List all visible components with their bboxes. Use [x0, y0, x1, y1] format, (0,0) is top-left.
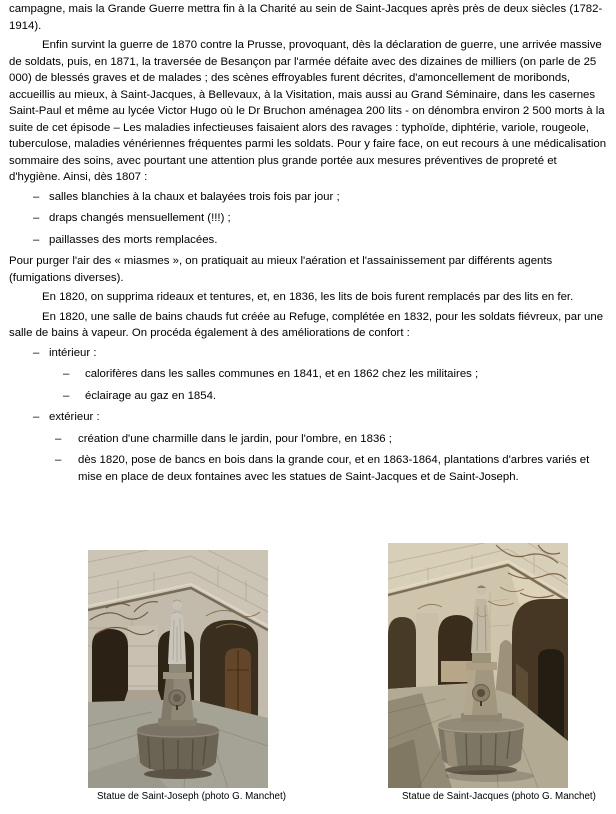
caption-saint-joseph: Statue de Saint-Joseph (photo G. Manchet) [97, 791, 286, 802]
list-item-bancs-fontaines [9, 452, 608, 485]
bullet-dash: – [55, 454, 62, 466]
caption-saint-jacques: Statue de Saint-Jacques (photo G. Manchet) [402, 791, 596, 802]
paragraph-grande-guerre: campagne, mais la Grande Guerre mettra fin à la Charité au sein de Saint-Jacques après près de deux siècles (1782-1914). [9, 3, 603, 32]
statue-saint-jacques-photo [388, 543, 568, 788]
list-item-eclairage [9, 388, 608, 405]
list-item-text: draps changés mensuellement (!!!) ; [49, 212, 231, 224]
figure-saint-joseph [88, 550, 268, 788]
bullet-dash: – [33, 212, 40, 224]
list-item-text: création d'une charmille dans le jardin, pour l'ombre, en 1836 ; [78, 432, 392, 445]
figure-saint-jacques [388, 543, 568, 788]
list-item-text: éclairage au gaz en 1854. [85, 389, 217, 402]
paragraph-salle-de-bains: En 1820, une salle de bains chauds fut créée au Refuge, complétée en 1832, pour les soldats fiévreux, par une salle de bains à vapeur. On procéda également à des améliorations de confort : [9, 310, 604, 339]
list-item-text: extérieur : [49, 411, 100, 423]
bullet-dash: – [63, 368, 70, 380]
list-item-text: calorifères dans les salles communes en 1841, et en 1862 chez les militaires ; [85, 368, 479, 380]
list-item-exterieur [9, 409, 608, 426]
list-item-paillasses [9, 232, 608, 249]
paragraph-miasmes: Pour purger l'air des « miasmes », on pratiquait au mieux l'aération et l'assainissement par différents agents (fumigations diverses). [9, 255, 553, 284]
statue-saint-joseph-photo [88, 550, 268, 788]
list-item-charmille [9, 431, 608, 448]
list-item-text: salles blanchies à la chaux et balayées trois fois par jour ; [49, 190, 340, 203]
list-item-caloriferes [9, 366, 608, 383]
bullet-dash: – [55, 432, 62, 445]
bullet-dash: – [33, 346, 40, 359]
list-item-text: intérieur : [49, 346, 97, 359]
paragraph-rideaux: En 1820, on supprima rideaux et tentures, et, en 1836, les lits de bois furent remplacés par des lits en fer. [42, 291, 574, 303]
bullet-dash: – [63, 389, 70, 402]
list-item-draps [9, 210, 608, 227]
bullet-dash: – [33, 411, 40, 423]
list-item-text: paillasses des morts remplacées. [49, 233, 218, 246]
list-item-salles [9, 189, 608, 206]
bullet-dash: – [33, 190, 40, 203]
paragraph-guerre-1870: Enfin survint la guerre de 1870 contre la Prusse, provoquant, dès la déclaration de guerre, une arrivée massive de soldats, puis, en 1871, la traversée de Besançon par l'armée défaite avec des dizaines de milliers (on parle de 25 000) de blessés graves et de malades ; des scènes effroyables furent décrites, d'amoncellement de moribonds, accueillis au mieux, à Saint-Jacques, à Bellevaux, à la Visitation, mais aussi au Grand Séminaire, dans les casernes Saint-Paul et même au lycée Victor Hugo où le Dr Bruchon aménagea 200 lits - on dénombra environ 2 500 morts à la suite de cet épisode – Les maladies infectieuses faisaient alors des ravages : typhoïde, diphtérie, variole, rougeole, tuberculose, maladies vénériennes fréquentes parmi les soldats. Pour y faire face, on eut recours à une médicalisation sommaire des soins, avec pourtant une attention plus grande portée aux mesures préventives de propreté et d'hygiène. Ainsi, dès 1807 : [9, 39, 607, 183]
list-item-text: dès 1820, pose de bancs en bois dans la grande cour, et en 1863-1864, plantations d'arbres variés et mise en place de deux fontaines avec les statues de Saint-Jacques et de Saint-Joseph. [78, 454, 590, 483]
bullet-dash: – [33, 233, 40, 246]
list-item-interieur [9, 345, 608, 362]
